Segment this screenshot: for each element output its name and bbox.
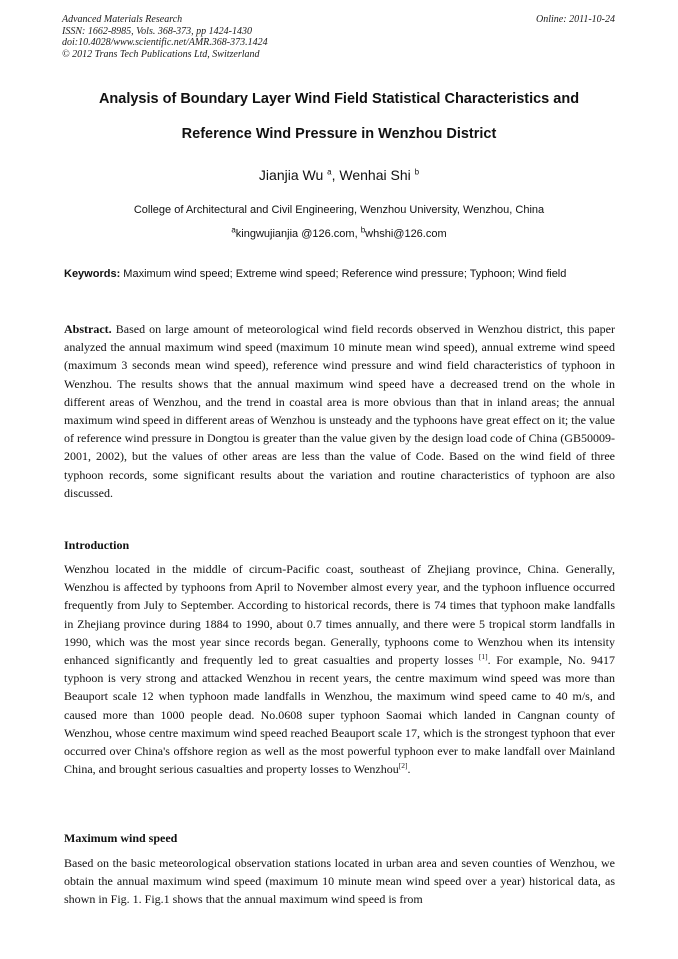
section-heading-maximum-wind-speed: Maximum wind speed (64, 831, 178, 845)
paper-title-line-1: Analysis of Boundary Layer Wind Field Statistical Characteristics and (98, 91, 580, 107)
affiliation-mark: a (327, 167, 332, 177)
email-address: kingwujianjia @126.com, (235, 228, 361, 240)
affiliation-mark: b (360, 225, 366, 235)
author-separator: , (331, 167, 340, 183)
paragraph-text: Wenzhou located in the middle of circum-Pacific coast, southeast of Zhejiang province, China. Generally, Wenzhou is affected by typhoons from April to November almost every year, and the typhoon influence occurred frequently from July to September. According to historical records, there is 74 times that typhoon make landfalls in Zhejiang province during 1884 to 1990, about 0.7 times annually, and there were 5 tropical storm landfalls in 1990, which was the most year since records began. Generally, typhoons come to Wenzhou when its intensity enhanced significantly and frequently led to great casualties and property losses (64, 562, 615, 668)
issn-line: ISSN: 1662-8985, Vols. 368-373, pp 1424-1430 (62, 25, 252, 37)
abstract (64, 320, 615, 502)
introduction-paragraph (64, 560, 615, 778)
online-date: Online: 2011-10-24 (536, 14, 615, 25)
author-emails (40, 225, 638, 240)
author-list (40, 167, 638, 183)
abstract-label: Abstract. (64, 322, 112, 336)
citation[interactable]: [1] (478, 652, 488, 662)
author-name: Jianjia Wu (258, 167, 324, 183)
paragraph-text: . (407, 762, 411, 777)
maximum-wind-speed-paragraph: Based on the basic meteorological observation stations located in urban area and seven counties of Wenzhou, we obtain the annual maximum wind speed (maximum 10 minute mean wind speed over a year) historical data, as shown in Fig. 1. Fig.1 shows that the annual maximum wind speed is from (64, 856, 615, 907)
publication-info (62, 14, 422, 60)
citation[interactable]: [2] (398, 761, 408, 771)
affiliation-mark: b (414, 167, 420, 177)
journal-name: Advanced Materials Research (62, 14, 183, 25)
doi-line: doi:10.4028/www.scientific.net/AMR.368-373.1424 (62, 37, 268, 48)
author-name: Wenhai Shi (339, 167, 411, 183)
keywords-label: Keywords: (64, 268, 121, 280)
abstract-text: Based on large amount of meteorological wind field records observed in Wenzhou district, this paper analyzed the annual maximum wind speed (maximum 10 minute mean wind speed), annual extreme wind speed (maximum 3 seconds mean wind speed), reference wind pressure and wind field characteristics of typhoon in Wenzhou. The results shows that the annual maximum wind speed have a decreased trend on the whole in different areas of Wenzhou, and the trend in coastal area is more obvious than that in inland areas; the annual maximum wind speed in different areas of Wenzhou is unsteady and the typhoons have great effect on it; the value of reference wind pressure in Dongtou is greater than the value given by the design load code of China (GB50009-2001, 2002), but the values of other areas are less than the value of Code. Based on the wind field of three typhoon records, some significant results about the variation and routine characteristics of typhoon are also discussed. (64, 322, 615, 500)
section-heading-introduction: Introduction (64, 538, 130, 552)
paragraph-text: . For example, No. 9417 typhoon is very strong and attacked Wenzhou in recent years, the centre maximum wind speed was more than Beauport scale 12 when typhoon made landfalls in Wenzhou, the maximum wind speed came to 40 m/s, and caused more than 1000 people dead. No.0608 super typhoon Saomai which landed in Cangnan county of Wenzhou, whose centre maximum wind speed reached Beauport scale 17, which is the strongest typhoon that ever occurred over China's offshore region as well as the most powerful typhoon ever to make landfall over Mainland China, and brought serious casualties and property losses to Wenzhou (64, 653, 616, 777)
email-address: whshi@126.com (365, 228, 447, 240)
affiliation-mark: a (231, 225, 236, 235)
affiliation: College of Architectural and Civil Engineering, Wenzhou University, Wenzhou, China (133, 204, 545, 216)
paper-title-line-2: Reference Wind Pressure in Wenzhou District (181, 126, 497, 142)
keywords (64, 265, 615, 283)
copyright-line: © 2012 Trans Tech Publications Ltd, Switzerland (62, 48, 260, 60)
keywords-text: Maximum wind speed; Extreme wind speed; Reference wind pressure; Typhoon; Wind field (120, 268, 567, 280)
